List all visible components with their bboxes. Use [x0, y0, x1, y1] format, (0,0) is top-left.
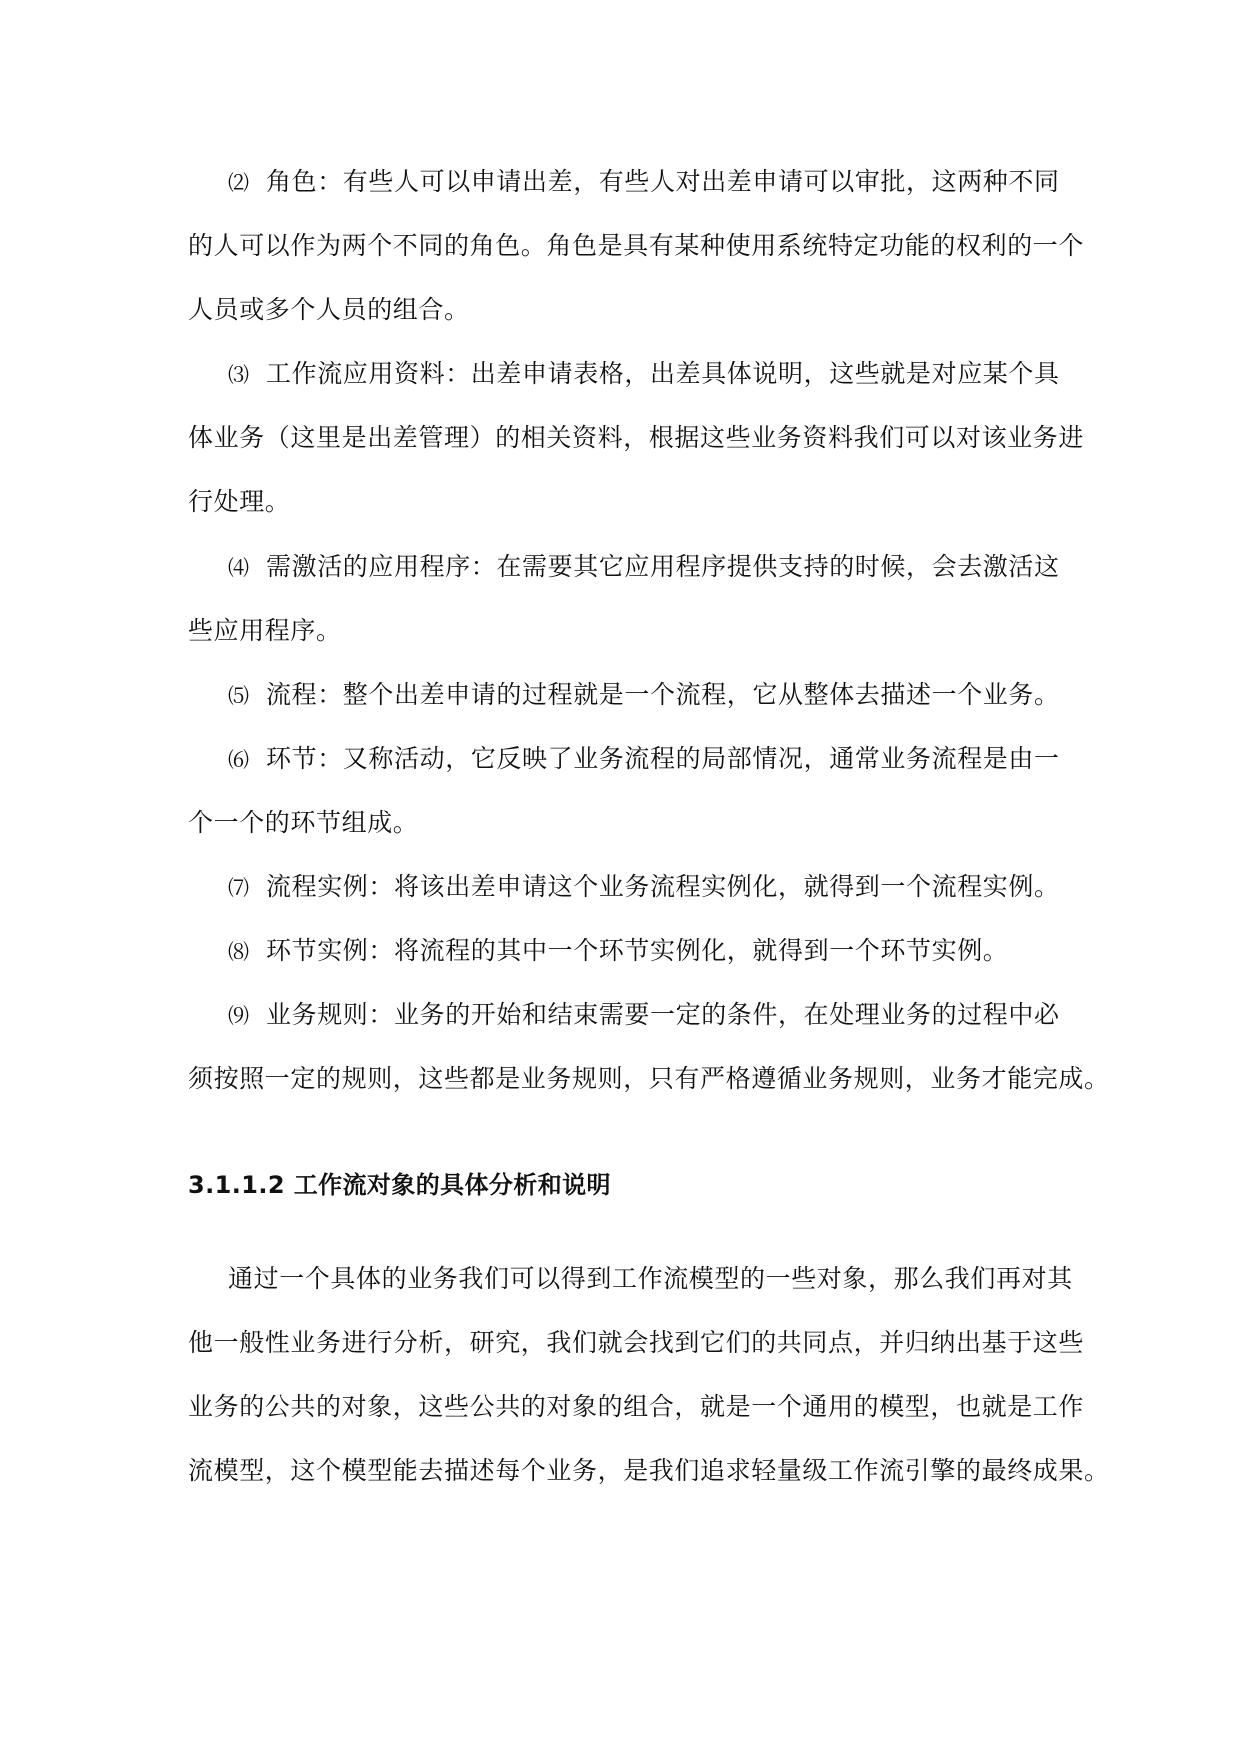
- line-text: 流程：整个出差申请的过程就是一个流程，它从整体去描述一个业务。: [266, 680, 1060, 709]
- item-number: ⑹: [228, 748, 249, 772]
- line-text: 环节实例：将流程的其中一个环节实例化，就得到一个环节实例。: [266, 936, 1009, 965]
- line-text: 工作流应用资料：出差申请表格，出差具体说明，这些就是对应某个具: [266, 359, 1060, 388]
- item-number: ⑵: [228, 171, 249, 195]
- item-number: ⑻: [228, 940, 249, 964]
- text-line: 他一般性业务进行分析，研究，我们就会找到它们的共同点，并归纳出基于这些: [188, 1328, 1085, 1357]
- text-line: [228, 870, 1060, 905]
- text-line: 须按照一定的规则，这些都是业务规则，只有严格遵循业务规则，业务才能完成。: [188, 1064, 1110, 1093]
- text-line: 通过一个具体的业务我们可以得到工作流模型的一些对象，那么我们再对其: [228, 1264, 1073, 1293]
- item-number: ⑷: [228, 556, 249, 580]
- text-line: 行处理。: [188, 487, 291, 516]
- line-text: 流程实例：将该出差申请这个业务流程实例化，就得到一个流程实例。: [266, 872, 1060, 901]
- item-number: ⑺: [228, 876, 249, 900]
- text-line: 人员或多个人员的组合。: [188, 295, 470, 324]
- text-line: 体业务（这里是出差管理）的相关资料，根据这些业务资料我们可以对该业务进: [188, 423, 1085, 452]
- line-text: 角色：有些人可以申请出差，有些人对出差申请可以审批，这两种不同: [266, 167, 1060, 196]
- text-line: 流模型，这个模型能去描述每个业务，是我们追求轻量级工作流引擎的最终成果。: [188, 1456, 1110, 1485]
- line-text: 需激活的应用程序：在需要其它应用程序提供支持的时候，会去激活这: [266, 552, 1060, 581]
- item-number: ⑸: [228, 684, 249, 708]
- text-line: [228, 550, 1060, 585]
- text-line: [228, 357, 1060, 392]
- section-heading: 3.1.1.2 工作流对象的具体分析和说明: [188, 1171, 611, 1199]
- text-line: 些应用程序。: [188, 616, 342, 645]
- text-line: 的人可以作为两个不同的角色。角色是具有某种使用系统特定功能的权利的一个: [188, 231, 1085, 260]
- line-text: 业务规则：业务的开始和结束需要一定的条件，在处理业务的过程中必: [266, 1000, 1060, 1029]
- item-number: ⑶: [228, 363, 249, 387]
- item-number: ⑼: [228, 1004, 249, 1028]
- text-line: [228, 934, 1008, 969]
- line-text: 环节：又称活动，它反映了业务流程的局部情况，通常业务流程是由一: [266, 744, 1060, 773]
- text-line: 个一个的环节组成。: [188, 808, 419, 837]
- text-line: [228, 678, 1060, 713]
- text-line: 业务的公共的对象，这些公共的对象的组合，就是一个通用的模型，也就是工作: [188, 1392, 1085, 1421]
- text-line: [228, 742, 1060, 777]
- text-line: [228, 165, 1060, 200]
- text-line: [228, 998, 1060, 1033]
